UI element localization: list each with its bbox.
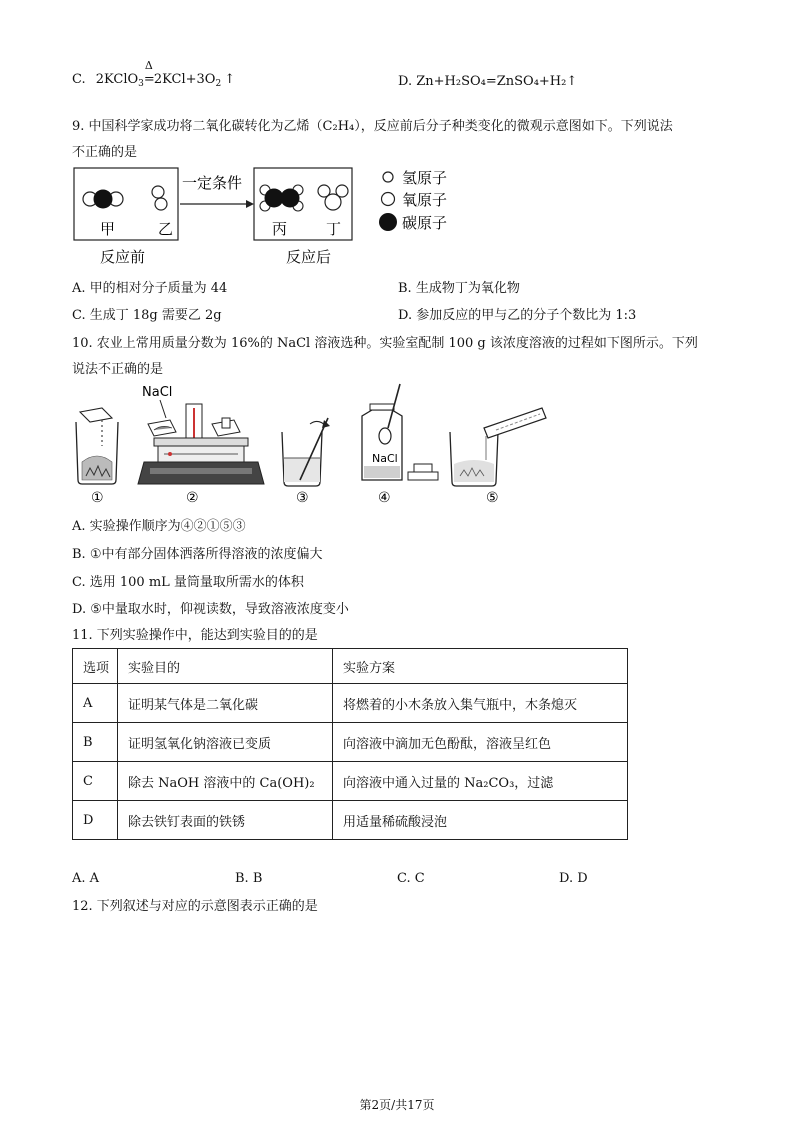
header-purpose: 实验目的 (118, 649, 333, 684)
q9-option-a: A. 甲的相对分子质量为 44 (72, 281, 228, 296)
row-purpose: 证明氢氧化钠溶液已变质 (118, 723, 333, 762)
row-option: C (73, 762, 118, 801)
eq-left: 2KClO (95, 72, 139, 87)
q8-option-d: D. Zn+H₂SO₄=ZnSO₄+H₂↑ (398, 74, 578, 89)
step-label-3: ③ (296, 490, 309, 506)
q8-option-c (72, 59, 236, 89)
eq-sign: = (143, 72, 155, 87)
row-purpose: 除去铁钉表面的铁锈 (118, 801, 333, 840)
row-option: B (73, 723, 118, 762)
step-label-2: ② (186, 490, 199, 506)
step4-take-solid (362, 384, 438, 480)
row-plan: 向溶液中滴加无色酚酞，溶液呈红色 (333, 723, 628, 762)
label-ding: 丁 (326, 220, 342, 238)
legend-carbon-icon (379, 213, 397, 231)
eq-left-sub: 3 (138, 79, 144, 89)
step2-balance (138, 385, 264, 484)
q9-stem-line2: 不正确的是 (72, 145, 138, 160)
q9-option-b: B. 生成物丁为氧化物 (398, 281, 520, 296)
row-purpose: 证明某气体是二氧化碳 (118, 684, 333, 723)
page-footer: 第2页/共17页 (359, 1098, 435, 1112)
reaction-arrow-head (246, 200, 254, 208)
q10-option-b: B. ①中有部分固体洒落所得溶液的浓度偏大 (72, 547, 323, 562)
row-purpose: 除去 NaOH 溶液中的 Ca(OH)₂ (118, 762, 333, 801)
q10-option-c: C. 选用 100 mL 量筒量取所需水的体积 (72, 575, 304, 590)
eq-right: 2KCl+3O (153, 72, 216, 87)
legend-oxygen-icon (382, 193, 395, 206)
q10-option-d: D. ⑤中量取水时，仰视读数，导致溶液浓度变小 (72, 602, 349, 617)
caption-after: 反应后 (286, 248, 332, 266)
legend-hydrogen: 氢原子 (402, 169, 448, 187)
step-label-5: ⑤ (486, 490, 499, 506)
legend-oxygen: 氧原子 (402, 191, 448, 209)
legend-hydrogen-icon (383, 172, 393, 182)
q9-stem-line1: 9. 中国科学家成功将二氧化碳转化为乙烯（C₂H₄），反应前后分子种类变化的微观示意图如下。下列说法 (72, 119, 673, 134)
row-option: D (73, 801, 118, 840)
q10-experiment-figure (72, 380, 552, 508)
header-option: 选项 (73, 649, 118, 684)
q8-option-c-label: C. (72, 72, 86, 87)
row-option: A (73, 684, 118, 723)
q11-option-c: C. C (397, 871, 425, 886)
table-row (73, 723, 628, 762)
eq-condition: Δ (144, 59, 153, 72)
molecule-h2 (152, 186, 167, 210)
q12-stem: 12. 下列叙述与对应的示意图表示正确的是 (72, 899, 318, 914)
step5-add-water (450, 408, 546, 486)
q11-options-table (72, 648, 628, 840)
step-label-4: ④ (378, 490, 391, 506)
caption-before: 反应前 (100, 248, 146, 266)
q9-molecule-diagram (72, 164, 472, 270)
reaction-condition: 一定条件 (182, 174, 243, 192)
q11-stem: 11. 下列实验操作中，能达到实验目的的是 (72, 628, 318, 643)
q10-option-a: A. 实验操作顺序为④②①⑤③ (72, 519, 246, 534)
q9-option-d: D. 参加反应的甲与乙的分子个数比为 1:3 (398, 308, 637, 323)
reagent-bottle-label: NaCl (372, 452, 398, 465)
label-jia: 甲 (100, 220, 116, 238)
molecule-co2 (83, 190, 123, 209)
step1-pour-solid (76, 408, 118, 484)
eq-condition-sign (143, 59, 155, 87)
row-plan: 用适量稀硫酸浸泡 (333, 801, 628, 840)
q11-option-b: B. B (235, 871, 263, 886)
q10-stem-line1: 10. 农业上常用质量分数为 16%的 NaCl 溶液选种。实验室配制 100 g 该浓度溶液的过程如下图所示。下列 (72, 336, 698, 351)
header-plan: 实验方案 (333, 649, 628, 684)
nacl-callout-label: NaCl (142, 385, 173, 400)
molecule-h2o (318, 185, 348, 210)
molecule-c2h4 (260, 185, 303, 211)
step3-stir (282, 418, 330, 486)
step-label-1: ① (91, 490, 104, 506)
table-row (73, 684, 628, 723)
q8-option-c-equation (95, 59, 236, 89)
q11-option-d: D. D (559, 871, 588, 886)
q11-option-a: A. A (72, 871, 100, 886)
table-row (73, 762, 628, 801)
label-yi: 乙 (158, 220, 174, 238)
eq-right-sub: 2 (215, 79, 222, 89)
q9-option-c: C. 生成丁 18g 需要乙 2g (72, 308, 222, 323)
row-plan: 向溶液中通入过量的 Na₂CO₃，过滤 (333, 762, 628, 801)
eq-arrow: ↑ (224, 72, 236, 87)
table-row (73, 801, 628, 840)
label-bing: 丙 (272, 220, 288, 238)
table-header-row (73, 649, 628, 684)
q10-stem-line2: 说法不正确的是 (72, 362, 164, 377)
legend-carbon: 碳原子 (402, 214, 448, 232)
row-plan: 将燃着的小木条放入集气瓶中，木条熄灭 (333, 684, 628, 723)
